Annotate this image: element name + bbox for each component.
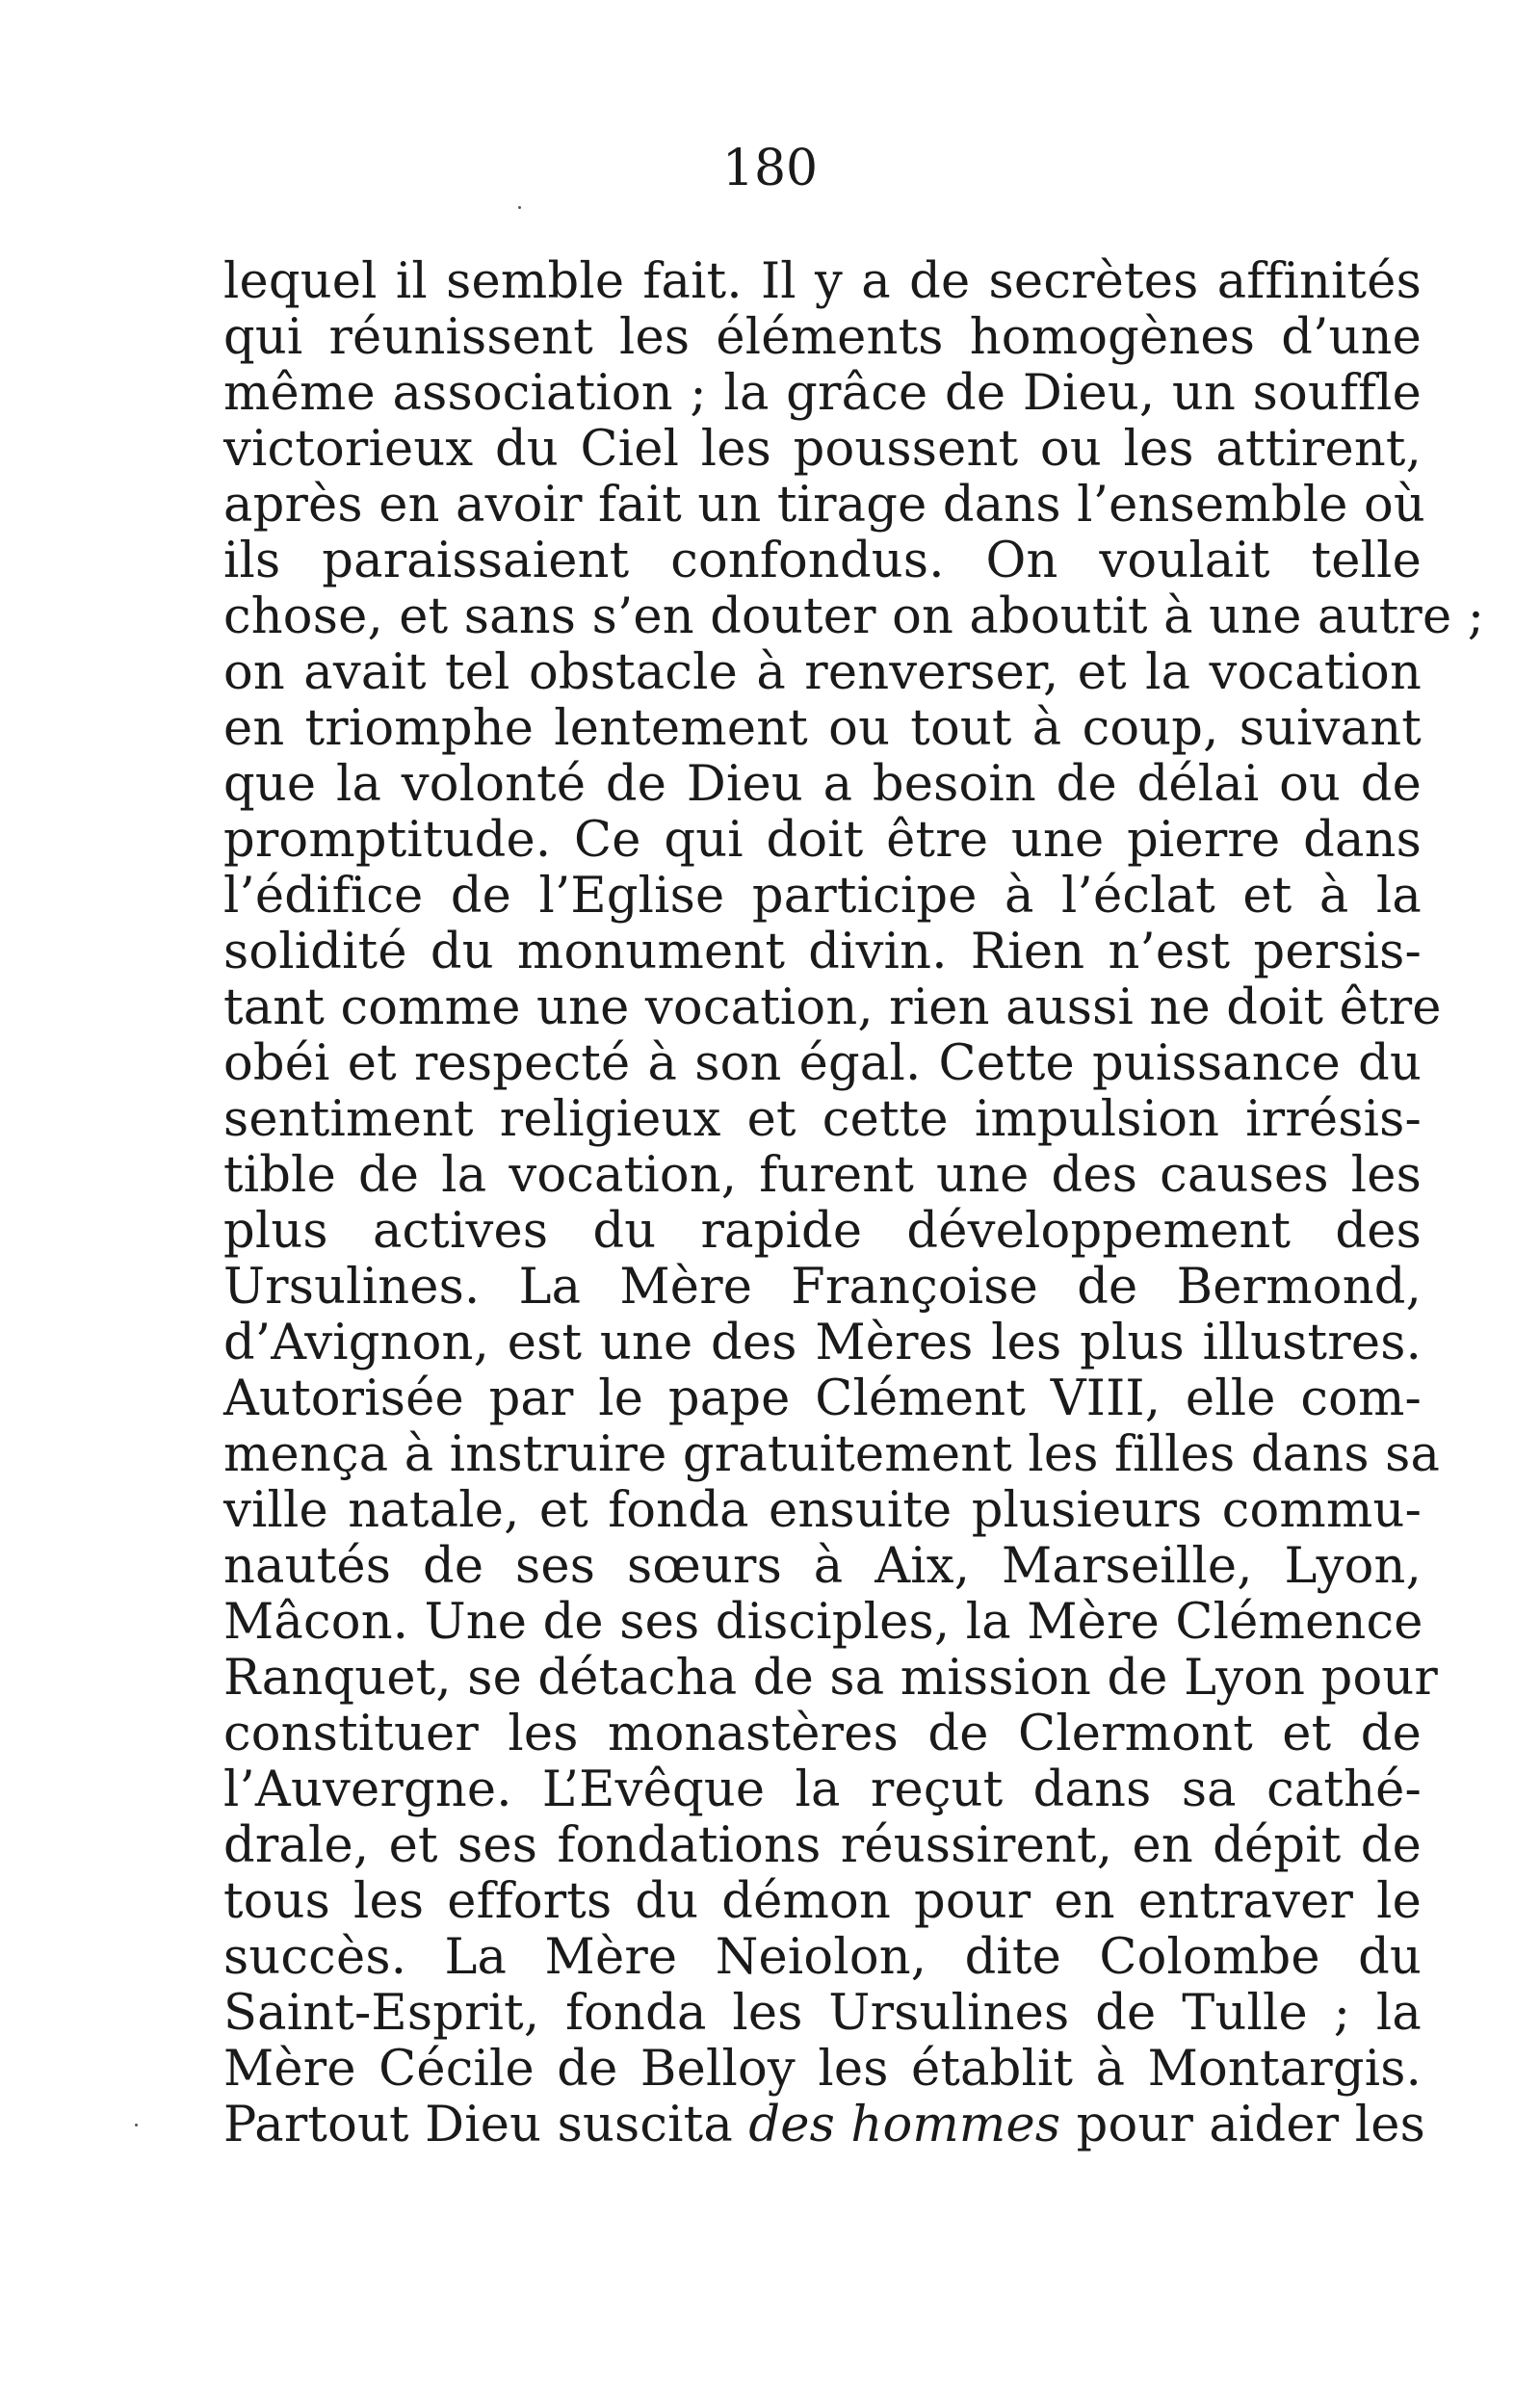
text-line: ils paraissaient confondus. On voulait telle bbox=[223, 533, 1422, 589]
print-speck bbox=[518, 206, 521, 209]
text-line: Ranquet, se détacha de sa mission de Lyon pour bbox=[223, 1650, 1439, 1707]
page-number: 180 bbox=[721, 140, 819, 197]
text-line: plus actives du rapide développement des bbox=[223, 1203, 1422, 1260]
text-line: tible de la vocation, furent une des causes les bbox=[223, 1147, 1422, 1204]
text-line: promptitude. Ce qui doit être une pierre dans bbox=[223, 812, 1422, 869]
text-line: l’édifice de l’Eglise participe à l’éclat et à la bbox=[223, 868, 1422, 925]
text-line: Mâcon. Une de ses disciples, la Mère Clémence bbox=[223, 1594, 1423, 1651]
text-line: d’Avignon, est une des Mères les plus illustres. bbox=[223, 1315, 1422, 1371]
text-line: Mère Cécile de Belloy les établit à Montargis. bbox=[223, 2041, 1422, 2098]
text-line: on avait tel obstacle à renverser, et la vocation bbox=[223, 644, 1422, 701]
text-line: ville natale, et fonda ensuite plusieurs commu- bbox=[223, 1482, 1422, 1539]
text-line: lequel il semble fait. Il y a de secrètes affinités bbox=[223, 253, 1422, 310]
print-speck bbox=[135, 2124, 138, 2126]
text-line: que la volonté de Dieu a besoin de délai ou de bbox=[223, 756, 1422, 813]
text-line: Saint-Esprit, fonda les Ursulines de Tulle ; la bbox=[223, 1985, 1422, 2042]
text-line: Autorisée par le pape Clément VIII, elle com- bbox=[223, 1370, 1422, 1427]
text-line: constituer les monastères de Clermont et de bbox=[223, 1706, 1422, 1762]
body-text bbox=[223, 253, 1485, 2153]
text-line: tant comme une vocation, rien aussi ne doit être bbox=[223, 979, 1442, 1036]
text-line: en triomphe lentement ou tout à coup, suivant bbox=[223, 700, 1422, 757]
text-line: Ursulines. La Mère Françoise de Bermond, bbox=[223, 1259, 1422, 1316]
text-segment: pour aider les bbox=[1060, 2097, 1426, 2153]
text-line: nautés de ses sœurs à Aix, Marseille, Lyon, bbox=[223, 1538, 1422, 1595]
text-segment: Partout Dieu suscita bbox=[223, 2097, 749, 2153]
text-line: solidité du monument divin. Rien n’est persis- bbox=[223, 924, 1422, 980]
text-line: même association ; la grâce de Dieu, un souffle bbox=[223, 365, 1422, 422]
text-line: obéi et respecté à son égal. Cette puissance du bbox=[223, 1035, 1422, 1092]
text-line: après en avoir fait un tirage dans l’ensemble où bbox=[223, 477, 1425, 534]
italic-phrase: des hommes bbox=[748, 2097, 1061, 2153]
text-line: victorieux du Ciel les poussent ou les attirent, bbox=[223, 421, 1422, 478]
text-line: mença à instruire gratuitement les filles dans sa bbox=[223, 1426, 1441, 1483]
text-line: succès. La Mère Neiolon, dite Colombe du bbox=[223, 1929, 1422, 1986]
text-line: drale, et ses fondations réussirent, en dépit de bbox=[223, 1817, 1422, 1874]
text-line bbox=[223, 2097, 1426, 2153]
text-line: chose, et sans s’en douter on aboutit à une autre ; bbox=[223, 588, 1485, 645]
text-line: qui réunissent les éléments homogènes d’une bbox=[223, 309, 1422, 366]
text-line: sentiment religieux et cette impulsion irrésis- bbox=[223, 1091, 1422, 1148]
text-line: tous les efforts du démon pour en entraver le bbox=[223, 1873, 1422, 1930]
text-line: l’Auvergne. L’Evêque la reçut dans sa cathé- bbox=[223, 1761, 1422, 1818]
